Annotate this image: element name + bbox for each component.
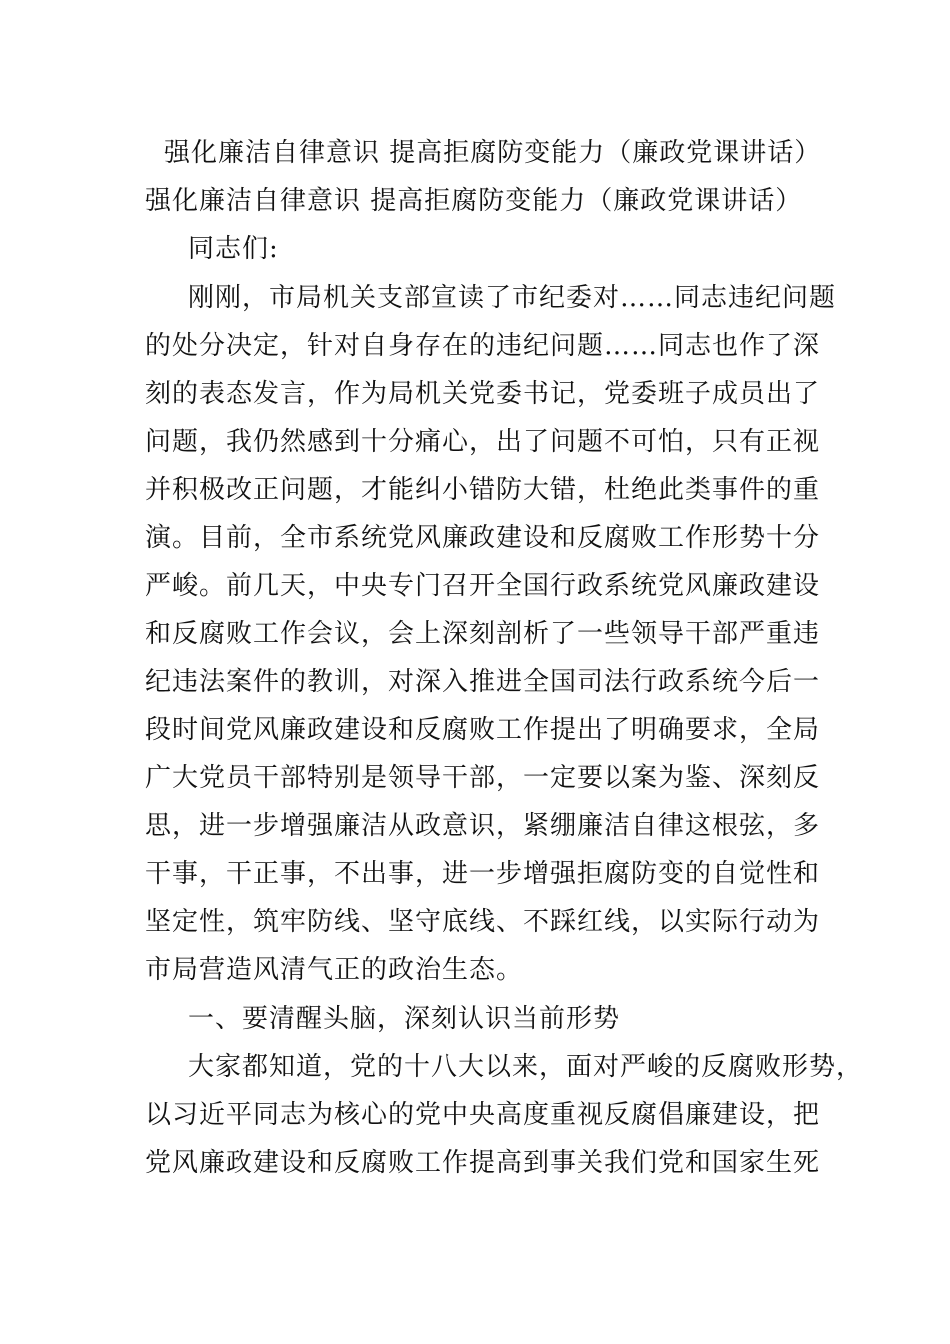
paragraph-line: 坚定性，筑牢防线、坚守底线、不踩红线，以实际行动为 [145,907,821,937]
paragraph-line: 和反腐败工作会议，会上深刻剖析了一些领导干部严重违 [145,619,821,649]
paragraph-line: 干事，干正事，不出事，进一步增强拒腐防变的自觉性和 [145,859,821,889]
paragraph-line: 段时间党风廉政建设和反腐败工作提出了明确要求，全局 [145,715,821,745]
paragraph-line: 以习近平同志为核心的党中央高度重视反腐倡廉建设，把 [145,1100,821,1130]
title-line-1: 强化廉洁自律意识 提高拒腐防变能力（廉政党课讲话） [164,138,822,168]
paragraph-line: 刚刚，市局机关支部宣读了市纪委对……同志违纪问题 [188,283,837,313]
paragraph-line: 纪违法案件的教训，对深入推进全国司法行政系统今后一 [145,667,821,697]
section-heading: 一、要清醒头脑，深刻认识当前形势 [188,1004,621,1034]
paragraph-line: 党风廉政建设和反腐败工作提高到事关我们党和国家生死 [145,1148,821,1178]
paragraph-line: 严峻。前几天，中央专门召开全国行政系统党风廉政建设 [145,571,821,601]
paragraph-line: 市局营造风清气正的政治生态。 [145,955,524,985]
salutation: 同志们: [188,234,279,264]
paragraph-line: 刻的表态发言，作为局机关党委书记，党委班子成员出了 [145,379,821,409]
paragraph-line: 并积极改正问题，才能纠小错防大错，杜绝此类事件的重 [145,475,821,505]
title-line-2: 强化廉洁自律意识 提高拒腐防变能力（廉政党课讲话） [145,186,803,216]
paragraph-line: 演。目前，全市系统党风廉政建设和反腐败工作形势十分 [145,523,821,553]
paragraph-line: 大家都知道，党的十八大以来，面对严峻的反腐败形势， [188,1052,864,1082]
paragraph-line: 广大党员干部特别是领导干部，一定要以案为鉴、深刻反 [145,763,821,793]
paragraph-line: 问题，我仍然感到十分痛心，出了问题不可怕，只有正视 [145,427,821,457]
paragraph-line: 思，进一步增强廉洁从政意识，紧绷廉洁自律这根弦，多 [145,811,821,841]
paragraph-line: 的处分决定，针对自身存在的违纪问题……同志也作了深 [145,331,821,361]
